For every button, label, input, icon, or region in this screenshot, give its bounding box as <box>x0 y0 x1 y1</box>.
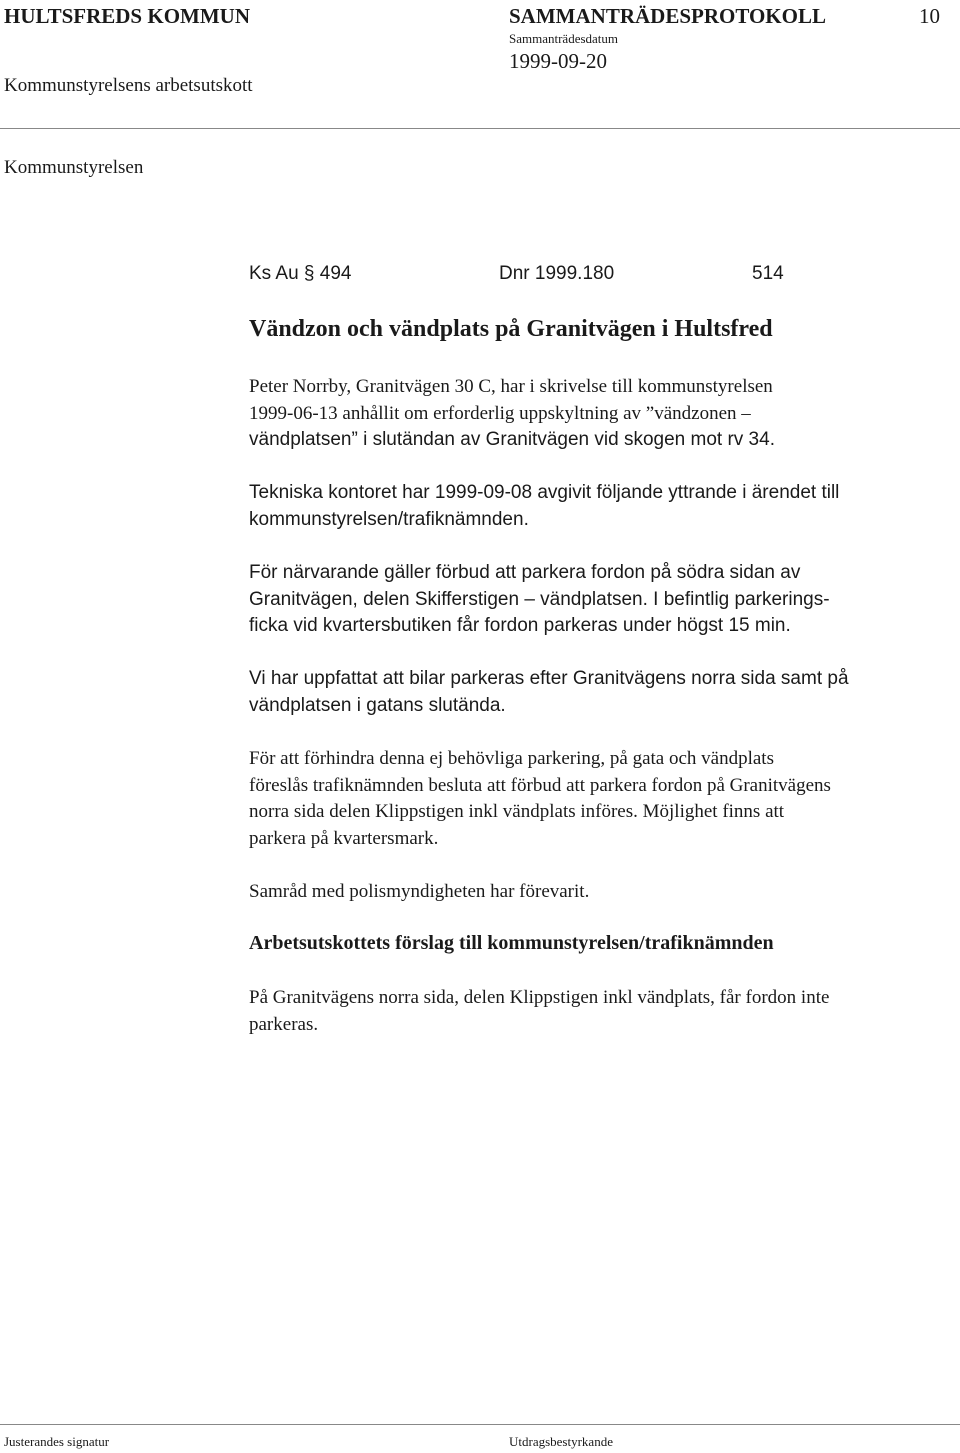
signature-label: Justerandes signatur <box>4 1434 110 1449</box>
paragraph-3-line-2: Granitvägen, delen Skifferstigen – vändplatsen. I befintlig parkerings- <box>249 588 830 610</box>
paragraph-1-line-1: Peter Norrby, Granitvägen 30 C, har i skrivelse till kommunstyrelsen <box>249 376 773 397</box>
recipient: Kommunstyrelsen <box>4 157 144 178</box>
paragraph-3-line-1: För närvarande gäller förbud att parkera fordon på södra sidan av <box>249 562 801 583</box>
paragraph-1 <box>249 374 960 454</box>
paragraph-1-line-3: vändplatsen” i slutändan av Granitvägen vid skogen mot rv 34. <box>249 429 775 450</box>
paragraph-4-line-1: Vi har uppfattat att bilar parkeras efter Granitvägens norra sida samt på <box>249 668 849 689</box>
footer-divider <box>0 1424 960 1425</box>
paragraph-5-line-1: För att förhindra denna ej behövliga parkering, på gata och vändplats <box>249 748 774 769</box>
paragraph-5-line-2: föreslås trafiknämnden besluta att förbud att parkera fordon på Granitvägens <box>249 774 831 796</box>
extract-label: Utdragsbestyrkande <box>509 1434 613 1449</box>
paragraph-6: Samråd med polismyndigheten har förevarit. <box>249 881 590 902</box>
proposal-line-1: På Granitvägens norra sida, delen Klippstigen inkl vändplats, får fordon inte <box>249 987 830 1008</box>
date-label: Sammanträdesdatum <box>509 31 619 46</box>
meeting-date: 1999-09-20 <box>509 49 607 73</box>
paragraph-2-line-2: kommunstyrelsen/trafiknämnden. <box>249 508 529 530</box>
proposal-heading: Arbetsutskottets förslag till kommunstyrelsen/trafiknämnden <box>249 932 774 954</box>
municipality-name: HULTSFREDS KOMMUN <box>4 4 251 28</box>
case-dnr: Dnr 1999.180 <box>499 263 615 284</box>
paragraph-2 <box>249 480 960 533</box>
paragraph-1-line-2: 1999-06-13 anhållit om erforderlig uppskyltning av ”vändzonen – <box>249 402 751 424</box>
case-ks-au: Ks Au § 494 <box>249 263 352 284</box>
paragraph-3 <box>249 560 960 640</box>
proposal-text <box>249 985 960 1038</box>
protocol-title: SAMMANTRÄDESPROTOKOLL <box>509 4 826 28</box>
page-title: Vändzon och vändplats på Granitvägen i Hultsfred <box>249 316 773 342</box>
paragraph-5-line-3: norra sida delen Klippstigen inkl vändplats införes. Möjlighet finns att <box>249 801 785 822</box>
paragraph-5-line-4: parkera på kvartersmark. <box>249 827 439 849</box>
proposal-line-2: parkeras. <box>249 1013 319 1035</box>
paragraph-4-line-2: vändplatsen i gatans slutända. <box>249 694 506 716</box>
header-divider <box>0 128 960 129</box>
case-number: 514 <box>752 263 784 284</box>
page-number: 10 <box>919 4 940 28</box>
committee-name: Kommunstyrelsens arbetsutskott <box>4 75 253 96</box>
paragraph-4 <box>249 666 960 719</box>
paragraph-5 <box>249 746 960 852</box>
paragraph-3-line-3: ficka vid kvartersbutiken får fordon parkeras under högst 15 min. <box>249 615 791 636</box>
paragraph-2-line-1: Tekniska kontoret har 1999-09-08 avgivit följande yttrande i ärendet till <box>249 482 840 503</box>
